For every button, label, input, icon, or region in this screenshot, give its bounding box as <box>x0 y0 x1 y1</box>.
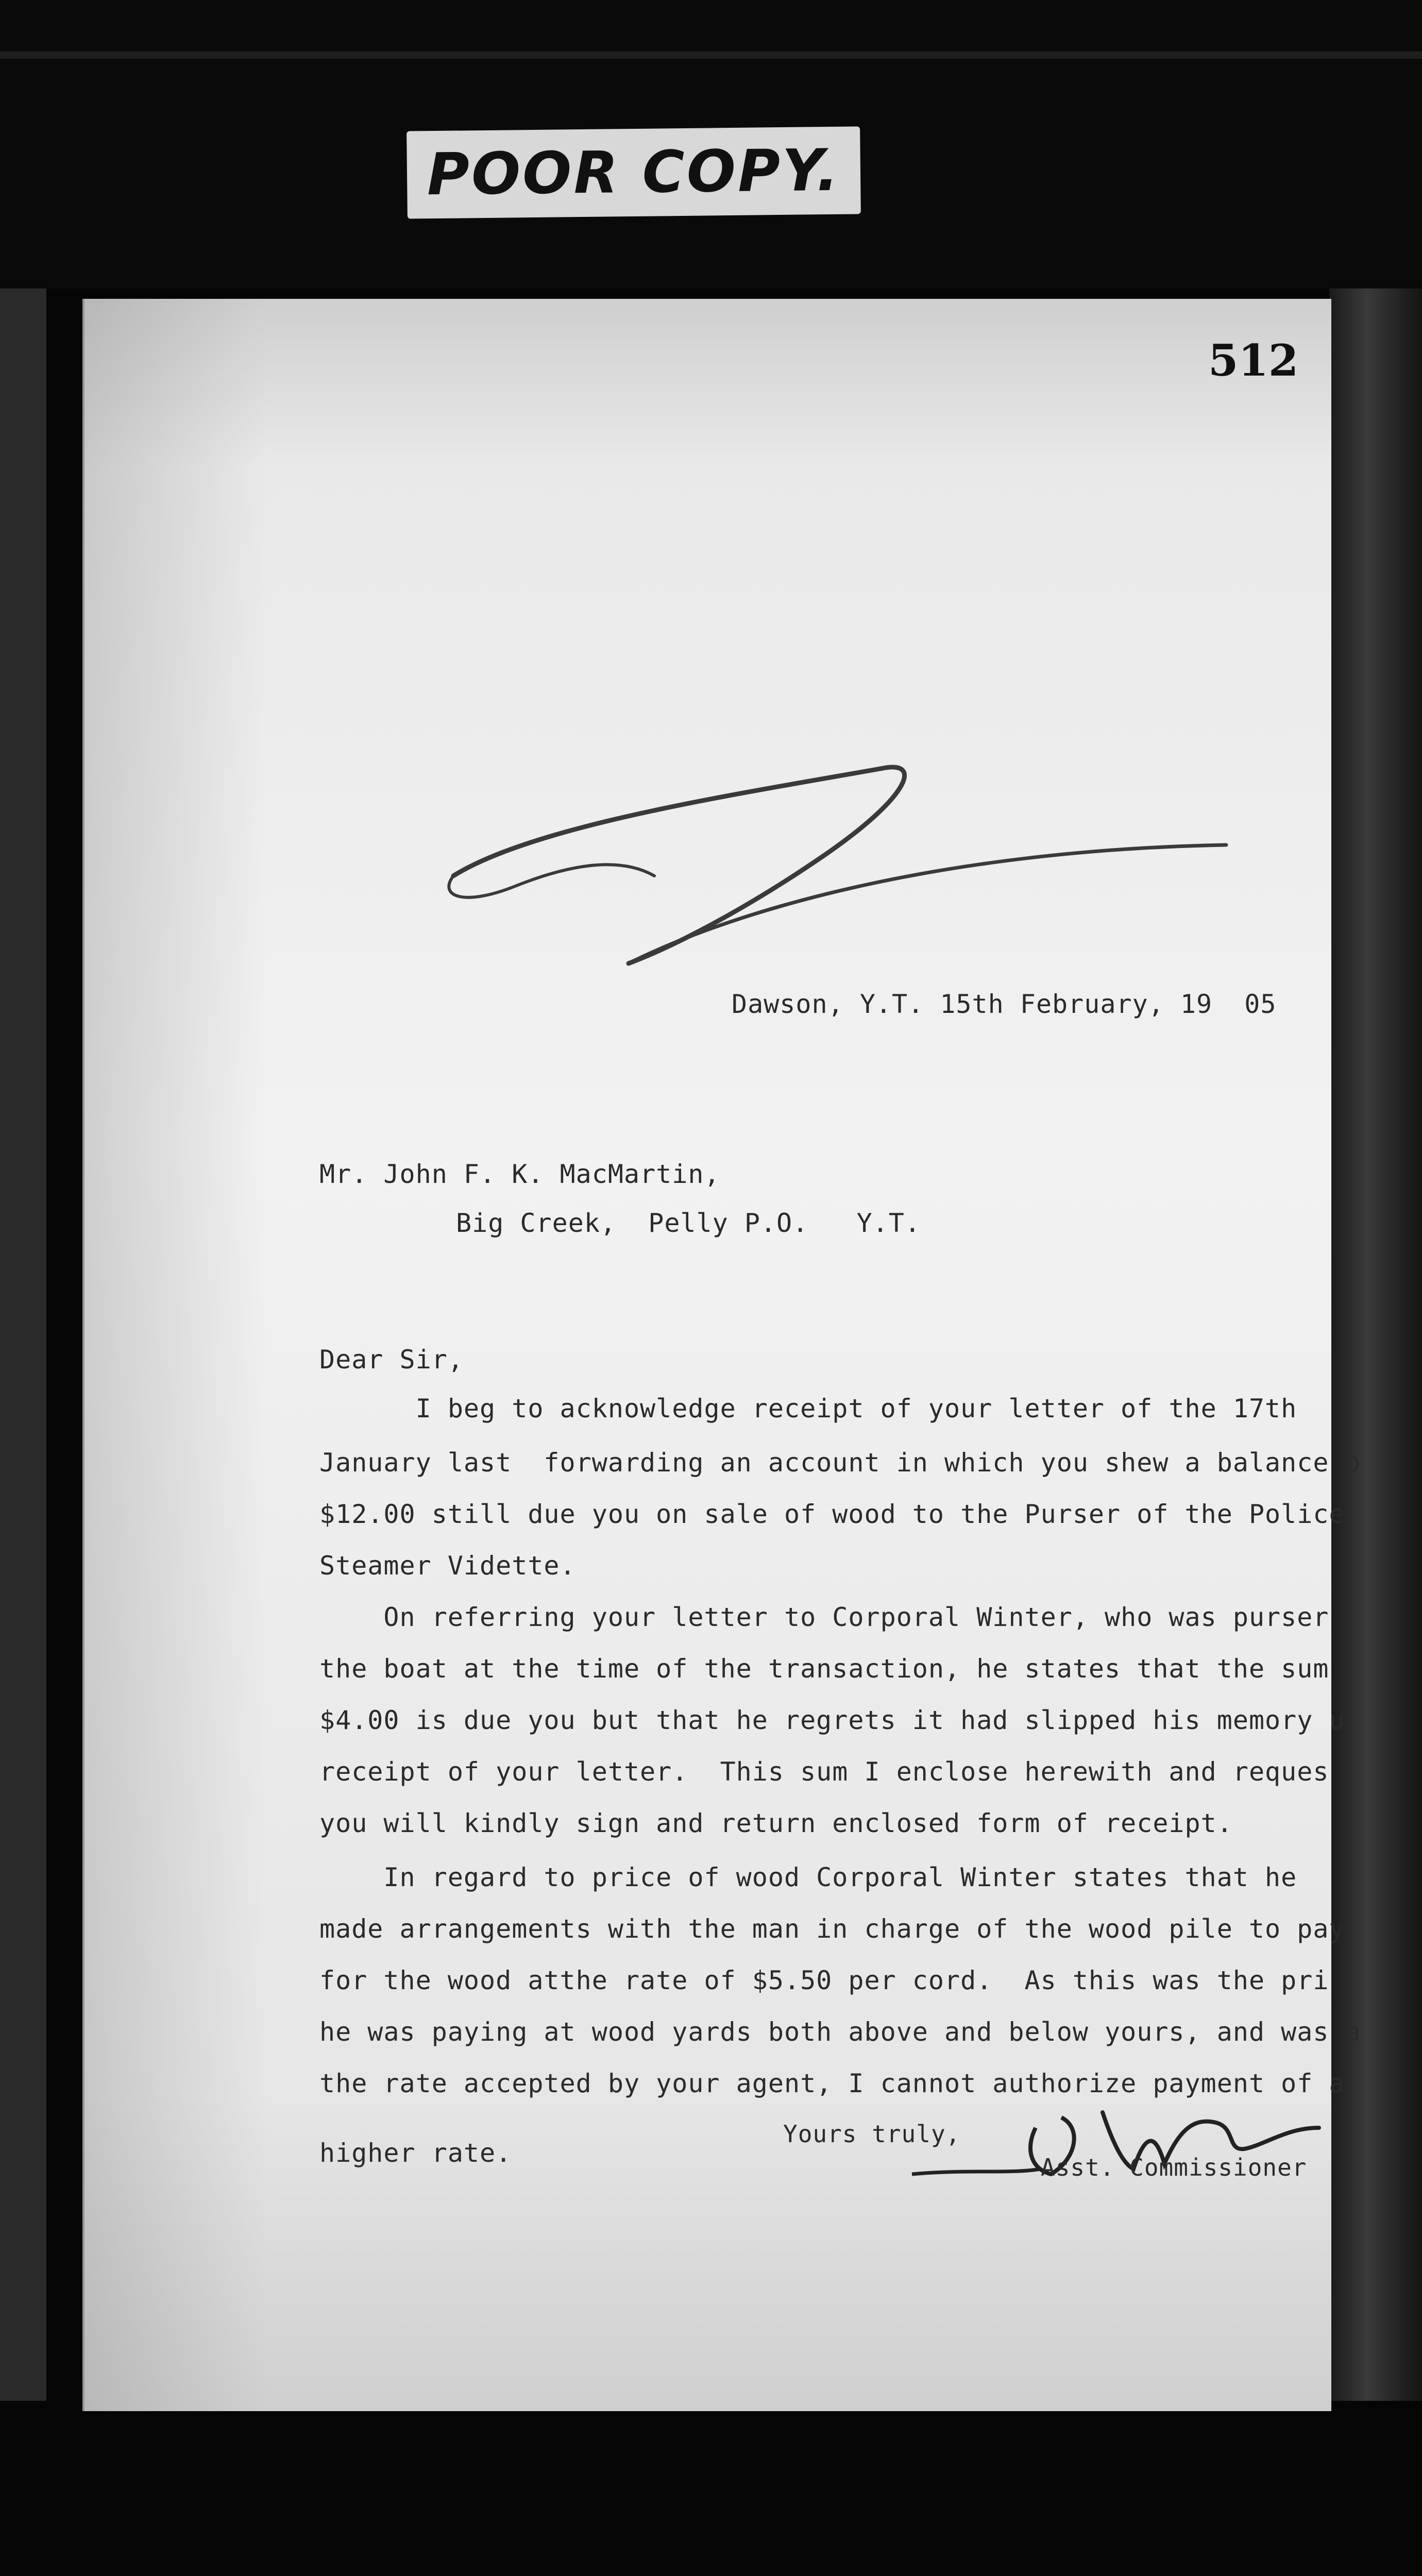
body-line: higher rate. <box>319 2138 512 2168</box>
body-line: you will kindly sign and return enclosed form of receipt. <box>319 1808 1233 1838</box>
body-line: Steamer Vidette. <box>319 1551 576 1581</box>
signature-flourish-image <box>433 721 1247 969</box>
salutation: Dear Sir, <box>319 1345 464 1375</box>
body-line: January last forwarding an account in which you shew a balance o <box>319 1448 1361 1478</box>
body-line: On referring your letter to Corporal Winter, who was purser <box>319 1602 1329 1632</box>
body-line: the boat at the time of the transaction, he states that the sum <box>319 1654 1329 1684</box>
body-line: $4.00 is due you but that he regrets it had slipped his memory u <box>319 1705 1345 1735</box>
closing: Yours truly, <box>783 2120 961 2148</box>
letter-date: Dawson, Y.T. 15th February, 19 05 <box>732 989 1277 1019</box>
signer-title: Asst. Commissioner <box>1041 2154 1307 2181</box>
body-line: he was paying at wood yards both above and below yours, and was a <box>319 2017 1361 2047</box>
body-line: receipt of your letter. This sum I enclose herewith and reques <box>319 1757 1329 1787</box>
page-fold-shadow <box>82 299 268 2411</box>
body-line: $12.00 still due you on sale of wood to the Purser of the Police <box>319 1499 1345 1529</box>
body-line: I beg to acknowledge receipt of your letter of the 17th <box>319 1394 1297 1423</box>
recipient-address: Big Creek, Pelly P.O. Y.T. <box>456 1208 921 1238</box>
body-line: for the wood atthe rate of $5.50 per cord. As this was the pri <box>319 1965 1329 1995</box>
poor-copy-text: POOR COPY. <box>427 137 841 209</box>
folio-number: 512 <box>1208 335 1299 386</box>
body-line: In regard to price of wood Corporal Winter states that he <box>319 1862 1297 1892</box>
film-edge-line <box>0 52 1422 59</box>
recipient-name: Mr. John F. K. MacMartin, <box>319 1159 720 1189</box>
left-page-edge <box>0 289 46 2401</box>
poor-copy-label <box>407 126 861 218</box>
body-line: the rate accepted by your agent, I cannot authorize payment of a <box>319 2069 1345 2098</box>
body-line: made arrangements with the man in charge of the wood pile to pay <box>319 1914 1345 1944</box>
